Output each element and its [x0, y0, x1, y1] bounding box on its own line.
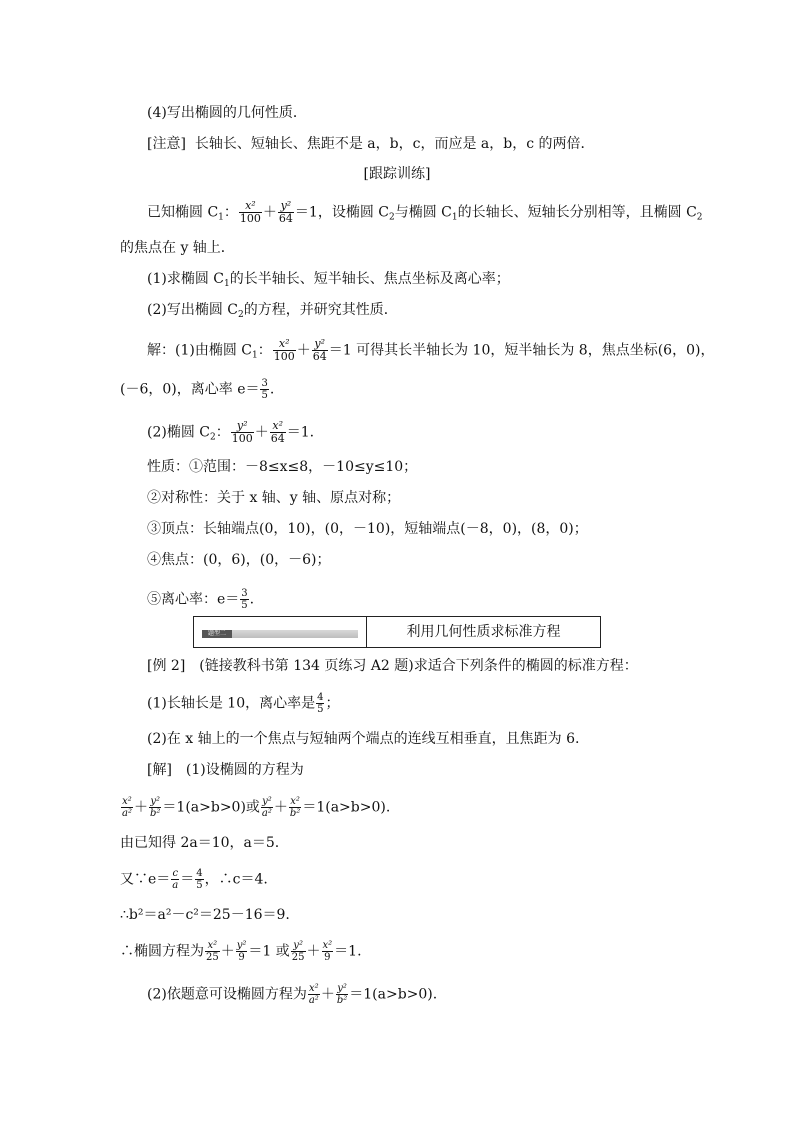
fraction: $\frac{\text{x²}}{\text{a²}}$	[308, 983, 319, 1006]
fraction: $\frac{c}{a}$	[172, 868, 179, 891]
fraction: $\frac{\text{y²}}{\text{b²}}$	[149, 796, 161, 819]
fraction: $\frac{\text{y²}}{64}$	[278, 199, 293, 225]
fraction: $\frac{3}{5}$	[241, 588, 248, 611]
ellipse-equations: $\frac{\text{x²}}{\text{a²}}$ ＋ $\frac{\text{y²}}{\text{b²}}$ ＝1(a>b>0)或 $\frac{\text{y²}}{\text{a²}}$ ＋ $\frac{\text{x²}}{\text{b²}}$ ＝1(a>b>0).	[122, 796, 391, 819]
solution-1: 解：(1)由椭圆 $C_1$： $\frac{\text{x²}}{100}$ ＋ $\frac{\text{y²}}{64}$ ＝1 可得其长半轴长为 10，短半轴长为 8，焦点坐标(6，0)，	[147, 337, 715, 363]
fraction: $\frac{\text{y²}}{100}$	[231, 419, 253, 445]
property-symmetry: ②对称性：关于 x 轴、y 轴、原点对称；	[147, 490, 401, 506]
section-header-decoration	[194, 617, 367, 647]
fraction: $\frac{\text{y²}}{9}$	[236, 940, 247, 963]
fraction: $\frac{\text{x²}}{100}$	[239, 199, 261, 225]
answer-2: (2)依题意可设椭圆方程为 $\frac{\text{x²}}{\text{a²}}$ ＋ $\frac{\text{y²}}{\text{b²}}$ ＝1(a>b>0).	[147, 983, 438, 1006]
fraction: $\frac{\text{y²}}{\text{b²}}$	[336, 983, 348, 1006]
property-foci: ④焦点：(0，6)，(0，－6)；	[147, 552, 331, 568]
note-tag: [注意]	[147, 136, 186, 152]
fraction: $\frac{\text{x²}}{9}$	[322, 940, 333, 963]
example-2-q2: (2)在 x 轴上的一个焦点与短轴两个端点的连线互相垂直，且焦距为 6.	[147, 731, 580, 747]
fraction: $\frac{\text{y²}}{64}$	[312, 337, 327, 363]
section-badge: 题型二	[202, 630, 232, 638]
question-2: (2)写出椭圆 $C_2$的方程，并研究其性质．	[147, 302, 398, 320]
step-1: 由已知得 2a＝10，a＝5.	[120, 835, 280, 851]
fraction: $\frac{\text{y²}}{\text{a²}}$	[261, 796, 272, 819]
property-eccentricity: ⑤离心率：e＝ $\frac{3}{5}$ .	[147, 588, 255, 611]
fraction: $\frac{\text{x²}}{25}$	[206, 940, 219, 963]
fraction: $\frac{4}{5}$	[317, 692, 324, 715]
follow-training-title: [跟踪训练]	[363, 166, 431, 182]
property-range: 性质：①范围：－8≤x≤8，－10≤y≤10；	[147, 459, 418, 475]
step-2: 又∵e＝ $\frac{c}{a}$ ＝ $\frac{4}{5}$ ，∴c＝4.	[120, 868, 268, 891]
solution-1-cont: (－6，0)，离心率 e＝ $\frac{3}{5}$ .	[120, 378, 275, 401]
fraction: $\frac{\text{x²}}{\text{b²}}$	[289, 796, 301, 819]
example-2: [例 2] (链接教科书第 134 页练习 A2 题)求适合下列条件的椭圆的标准方程：	[147, 658, 638, 674]
fraction: $\frac{\text{y²}}{25}$	[291, 940, 305, 963]
example-2-q1: (1)长轴长是 10，离心率是 $\frac{4}{5}$ ；	[147, 692, 340, 715]
fraction: $\frac{3}{5}$	[261, 378, 268, 401]
step-4: ∴椭圆方程为 $\frac{\text{x²}}{25}$ ＋ $\frac{\text{y²}}{9}$ ＝1 或 $\frac{\text{y²}}{25}$ ＋ $\frac{\text{x²}}{9}$ ＝1.	[120, 940, 362, 963]
section-stripe	[232, 630, 358, 638]
solution-2: (2)椭圆 $C_2$： $\frac{\text{y²}}{100}$ ＋ $\frac{\text{x²}}{64}$ ＝1.	[147, 419, 315, 445]
section-header	[193, 616, 601, 648]
item-4: (4)写出椭圆的几何性质．	[147, 105, 307, 121]
section-title: 利用几何性质求标准方程	[406, 624, 561, 640]
known-condition-cont: 的焦点在 y 轴上．	[120, 240, 235, 256]
note: [注意] 长轴长、短轴长、焦距不是 a，b，c，而应是 a，b，c 的两倍．	[147, 136, 595, 152]
fraction: $\frac{\text{x²}}{100}$	[273, 337, 295, 363]
answer-1: [解] (1)设椭圆的方程为	[147, 762, 304, 778]
step-3: ∴b²＝a²－c²＝25－16＝9.	[120, 907, 290, 923]
fraction: $\frac{\text{x²}}{64}$	[270, 419, 285, 445]
fraction: $\frac{\text{x²}}{\text{a²}}$	[122, 796, 132, 819]
known-condition: 已知椭圆 $C_1$： $\frac{\text{x²}}{100}$ ＋ $\frac{\text{y²}}{64}$ ＝1，设椭圆 $C_2$与椭圆 $C_1$的长轴长、短轴长分别相等，且椭圆 $C_2$	[147, 199, 703, 225]
fraction: $\frac{4}{5}$	[196, 868, 203, 891]
question-1: (1)求椭圆 $C_1$的长半轴长、短半轴长、焦点坐标及离心率；	[147, 271, 510, 289]
property-vertices: ③顶点：长轴端点(0，10)，(0，－10)，短轴端点(－8，0)，(8，0)；	[147, 521, 588, 537]
